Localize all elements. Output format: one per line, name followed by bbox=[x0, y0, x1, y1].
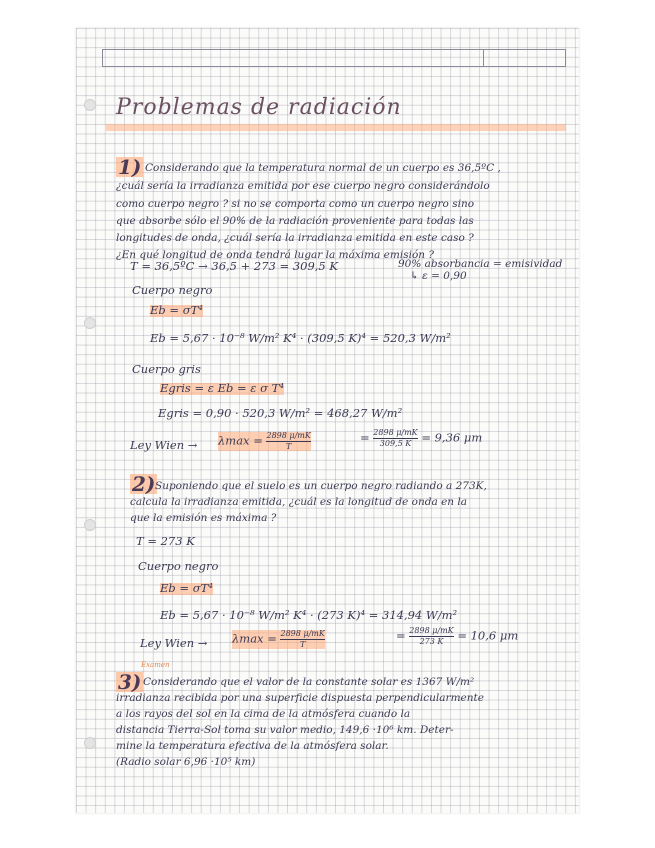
problem-1-line: longitudes de onda, ¿cuál sería la irradianza emitida en este caso ? bbox=[116, 232, 474, 244]
problem-2-formula: Eb = σT⁴ bbox=[160, 581, 213, 595]
header-box bbox=[102, 49, 566, 67]
problem-1-number: 1) bbox=[118, 155, 142, 179]
wien-law-calc: = $\frac{2898 \mu/mK}{309,5 K}$ = 9,36 μm bbox=[360, 428, 483, 448]
binder-hole bbox=[84, 317, 96, 329]
problem-2-wien-calc: = $\frac{2898 \mu/mK}{273 K}$ = 10,6 μm bbox=[396, 626, 519, 646]
problem-2-wien-label: Ley Wien → bbox=[140, 636, 208, 650]
temperature-conversion: T = 36,5ºC → 36,5 + 273 = 309,5 K bbox=[130, 259, 338, 273]
problem-2-temp: T = 273 K bbox=[136, 534, 195, 548]
problem-2-number: 2) bbox=[132, 472, 156, 496]
problem-3-line: a los rayos del sol en la cima de la atmósfera cuando la bbox=[116, 708, 411, 720]
grey-body-label: Cuerpo gris bbox=[132, 362, 201, 376]
emissivity-note: ↳ ε = 0,90 bbox=[410, 270, 467, 282]
problem-1-line: como cuerpo negro ? si no se comporta como un cuerpo negro sino bbox=[116, 198, 475, 210]
problem-3-line: Considerando que el valor de la constante solar es 1367 W/m² bbox=[143, 676, 475, 688]
page-title: Problemas de radiación bbox=[116, 95, 402, 120]
problem-3-line: mine la temperatura efectiva de la atmósfera solar. bbox=[116, 740, 389, 752]
problem-2-calc: Eb = 5,67 · 10⁻⁸ W/m² K⁴ · (273 K)⁴ = 314,94 W/m² bbox=[160, 608, 458, 622]
problem-2-line: calcula la irradianza emitida, ¿cuál es la longitud de onda en la bbox=[130, 496, 467, 508]
problem-3-number: 3) bbox=[118, 670, 142, 694]
problem-1-line: ¿cuál sería la irradianza emitida por ese cuerpo negro considerándolo bbox=[116, 180, 490, 192]
exam-tag: Examen bbox=[141, 661, 170, 669]
grey-body-calc: Egris = 0,90 · 520,3 W/m² = 468,27 W/m² bbox=[158, 406, 403, 420]
problem-3-line: irradianza recibida por una superficie dispuesta perpendicularmente bbox=[116, 692, 484, 704]
black-body-label: Cuerpo negro bbox=[132, 283, 213, 297]
problem-3-line: distancia Tierra-Sol toma su valor medio, 149,6 ·10⁶ km. Deter- bbox=[116, 724, 454, 736]
title-highlight bbox=[106, 124, 566, 131]
absorbance-note: 90% absorbancia = emisividad bbox=[398, 258, 563, 270]
grey-body-formula: Egris = ε Eb = ε σ T⁴ bbox=[160, 381, 284, 395]
black-body-formula: Eb = σT⁴ bbox=[150, 303, 203, 317]
problem-3-line: (Radio solar 6,96 ·10⁵ km) bbox=[116, 756, 256, 768]
problem-2-line: Suponiendo que el suelo es un cuerpo negro radiando a 273K, bbox=[155, 480, 487, 492]
binder-hole bbox=[84, 519, 96, 531]
wien-law-formula: λmax = $\frac{2898 \mu/mK}{T}$ bbox=[218, 431, 311, 451]
problem-2-black-body-label: Cuerpo negro bbox=[138, 559, 219, 573]
problem-1-line: que absorbe sólo el 90% de la radiación proveniente para todas las bbox=[116, 215, 474, 227]
problem-1-line: Considerando que la temperatura normal de un cuerpo es 36,5ºC , bbox=[145, 162, 501, 174]
problem-2-wien-formula: λmax = $\frac{2898 \mu/mK}{T}$ bbox=[232, 629, 325, 649]
wien-law-label: Ley Wien → bbox=[130, 438, 198, 452]
problem-2-line: que la emisión es máxima ? bbox=[130, 512, 277, 524]
binder-hole bbox=[84, 737, 96, 749]
binder-hole bbox=[84, 99, 96, 111]
problem-1-line: ¿En qué longitud de onda tendrá lugar la máxima emisión ? bbox=[116, 249, 434, 261]
black-body-calc: Eb = 5,67 · 10⁻⁸ W/m² K⁴ · (309,5 K)⁴ = 520,3 W/m² bbox=[150, 331, 451, 345]
